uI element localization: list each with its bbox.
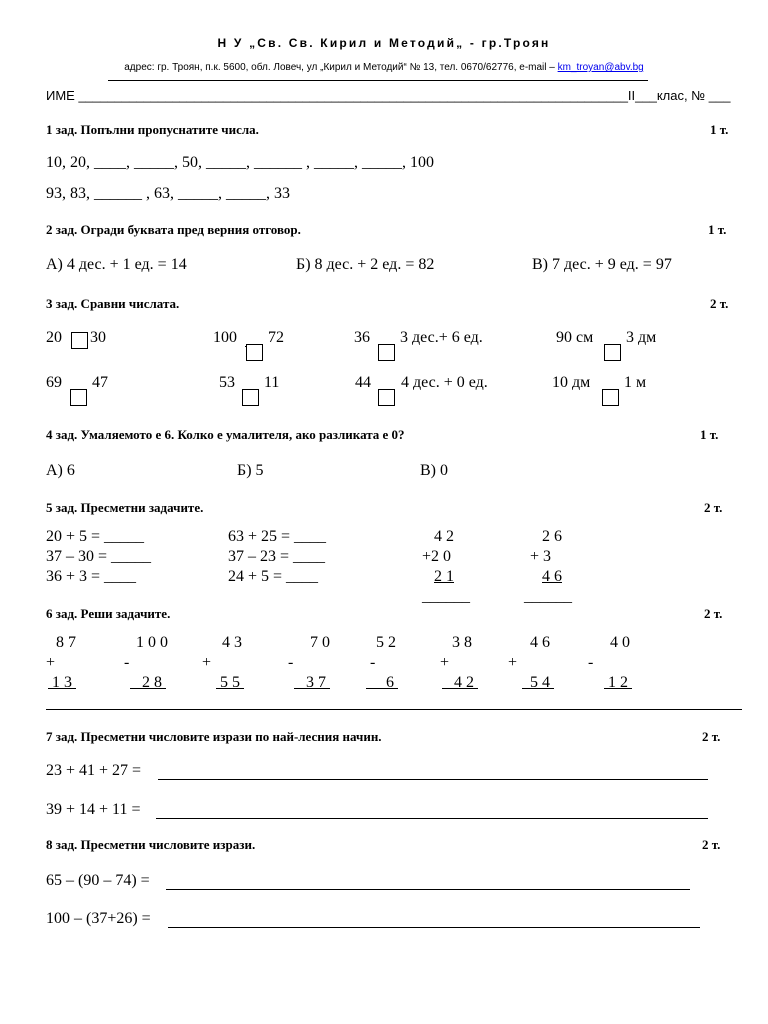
column-problem-top: 7 0 bbox=[310, 634, 330, 651]
compare-left: 53 bbox=[219, 374, 235, 391]
column-problem-operator: - bbox=[370, 654, 376, 671]
section-divider bbox=[46, 709, 742, 710]
compare-left: 10 дм bbox=[552, 374, 591, 391]
task5-equation: 37 – 23 = ____ bbox=[228, 548, 326, 565]
column-problem-top: 4 6 bbox=[530, 634, 550, 651]
task5-equation: 37 – 30 = _____ bbox=[46, 548, 152, 565]
task5-title: 5 зад. Пресметни задачите. bbox=[46, 500, 204, 515]
task2-points: 1 т. bbox=[708, 222, 727, 237]
column-problem-top: 4 3 bbox=[222, 634, 242, 651]
task4-points: 1 т. bbox=[700, 427, 719, 442]
column-problem-bottom: 5 4 bbox=[530, 674, 550, 691]
task5-equation: 36 + 3 = ____ bbox=[46, 568, 137, 585]
compare-left: 69 bbox=[46, 374, 62, 391]
email-link[interactable]: km_troyan@abv.bg bbox=[557, 62, 644, 73]
compare-left: 44 bbox=[355, 374, 371, 391]
compare-right: 30 bbox=[90, 329, 106, 346]
column-problem-operator: + bbox=[46, 654, 56, 671]
task3-points: 2 т. bbox=[710, 296, 729, 311]
column-problem-bottom: 5 5 bbox=[220, 674, 240, 691]
compare-box[interactable] bbox=[378, 344, 395, 361]
column-problem-operator: - bbox=[288, 654, 294, 671]
compare-box[interactable] bbox=[604, 344, 621, 361]
vertical-bottom: 2 1 bbox=[434, 568, 454, 585]
column-problem-bottom: 1 3 bbox=[52, 674, 72, 691]
compare-right: 72 bbox=[268, 329, 284, 346]
compare-right: 3 дес.+ 6 ед. bbox=[400, 329, 483, 346]
task4-option-b: Б) 5 bbox=[237, 462, 264, 479]
column-problem-top: 5 2 bbox=[376, 634, 396, 651]
task7-points: 2 т. bbox=[702, 729, 721, 744]
compare-box[interactable] bbox=[71, 332, 88, 349]
task1-points: 1 т. bbox=[710, 122, 729, 137]
column-problem-operator: + bbox=[202, 654, 212, 671]
answer-line bbox=[156, 818, 708, 819]
task7-title: 7 зад. Пресметни числовите изрази по най-лесния начин. bbox=[46, 729, 382, 744]
school-address bbox=[0, 62, 768, 73]
task1-title: 1 зад. Попълни пропуснатите числа. bbox=[46, 122, 259, 137]
task4-option-a: А) 6 bbox=[46, 462, 75, 479]
address-text: адрес: гр. Троян, п.к. 5600, обл. Ловеч, ул „Кирил и Методий“ № 13, тел. 0670/62776, e-mail – bbox=[124, 62, 558, 73]
task2-option-c: В) 7 дес. + 9 ед. = 97 bbox=[532, 256, 672, 273]
school-name: Н У „Св. Св. Кирил и Методий„ - гр.Троян bbox=[217, 36, 551, 50]
compare-box[interactable] bbox=[70, 389, 87, 406]
task6-points: 2 т. bbox=[704, 606, 723, 621]
compare-left: 90 см bbox=[556, 329, 594, 346]
compare-left: 20 bbox=[46, 329, 62, 346]
task1-sequence-1: 10, 20, ____, _____, 50, _____, ______ , _____, _____, 100 bbox=[46, 154, 434, 171]
task4-title: 4 зад. Умаляемото е 6. Колко е умалителя, ако разликата е 0? bbox=[46, 427, 405, 442]
task8-points: 2 т. bbox=[702, 837, 721, 852]
column-problem-operator: - bbox=[124, 654, 130, 671]
vertical-answer-line: ______ bbox=[524, 588, 572, 605]
column-problem-operator: - bbox=[588, 654, 594, 671]
answer-line bbox=[158, 779, 708, 780]
compare-right: 47 bbox=[92, 374, 108, 391]
compare-box[interactable] bbox=[246, 344, 263, 361]
compare-box[interactable] bbox=[242, 389, 259, 406]
task8-expression-2: 100 – (37+26) = bbox=[46, 910, 151, 927]
task7-expression-1: 23 + 41 + 27 = bbox=[46, 762, 142, 779]
vertical-top: 4 2 bbox=[434, 528, 454, 545]
compare-left: 36 bbox=[354, 329, 370, 346]
task6-title: 6 зад. Реши задачите. bbox=[46, 606, 171, 621]
compare-box[interactable] bbox=[602, 389, 619, 406]
task2-option-a: А) 4 дес. + 1 ед. = 14 bbox=[46, 256, 187, 273]
task3-title: 3 зад. Сравни числата. bbox=[46, 296, 180, 311]
compare-left: 100 bbox=[213, 329, 237, 346]
compare-right: 1 м bbox=[624, 374, 647, 391]
column-problem-top: 3 8 bbox=[452, 634, 472, 651]
vertical-top: 2 6 bbox=[542, 528, 562, 545]
vertical-operand: + 3 bbox=[530, 548, 552, 565]
column-problem-bottom: 2 8 bbox=[142, 674, 162, 691]
task1-sequence-2: 93, 83, ______ , 63, _____, _____, 33 bbox=[46, 185, 290, 202]
task4-option-c: В) 0 bbox=[420, 462, 448, 479]
task5-equation: 24 + 5 = ____ bbox=[228, 568, 319, 585]
header-divider bbox=[108, 80, 648, 81]
column-problem-bottom: 4 2 bbox=[454, 674, 474, 691]
compare-box[interactable] bbox=[378, 389, 395, 406]
compare-right: 3 дм bbox=[626, 329, 657, 346]
student-name-line: ИМЕ ____________________________________________________________________________II___клас, № ___ bbox=[46, 88, 731, 103]
task8-title: 8 зад. Пресметни числовите изрази. bbox=[46, 837, 256, 852]
task2-title: 2 зад. Огради буквата пред верния отговор. bbox=[46, 222, 301, 237]
task8-expression-1: 65 – (90 – 74) = bbox=[46, 872, 150, 889]
vertical-answer-line: ______ bbox=[422, 588, 470, 605]
task7-expression-2: 39 + 14 + 11 = bbox=[46, 801, 141, 818]
column-problem-bottom: 6 bbox=[386, 674, 394, 691]
task2-option-b: Б) 8 дес. + 2 ед. = 82 bbox=[296, 256, 435, 273]
column-problem-bottom: 1 2 bbox=[608, 674, 628, 691]
answer-line bbox=[166, 889, 690, 890]
vertical-operand: +2 0 bbox=[422, 548, 452, 565]
task5-equation: 63 + 25 = ____ bbox=[228, 528, 327, 545]
column-problem-bottom: 3 7 bbox=[306, 674, 326, 691]
compare-right: 11 bbox=[264, 374, 280, 391]
compare-right: 4 дес. + 0 ед. bbox=[401, 374, 488, 391]
answer-line bbox=[168, 927, 700, 928]
column-problem-operator: + bbox=[440, 654, 450, 671]
task5-equation: 20 + 5 = _____ bbox=[46, 528, 145, 545]
vertical-bottom: 4 6 bbox=[542, 568, 562, 585]
column-problem-operator: + bbox=[508, 654, 518, 671]
column-problem-top: 4 0 bbox=[610, 634, 630, 651]
column-problem-top: 8 7 bbox=[56, 634, 76, 651]
task5-points: 2 т. bbox=[704, 500, 723, 515]
column-problem-top: 1 0 0 bbox=[136, 634, 168, 651]
